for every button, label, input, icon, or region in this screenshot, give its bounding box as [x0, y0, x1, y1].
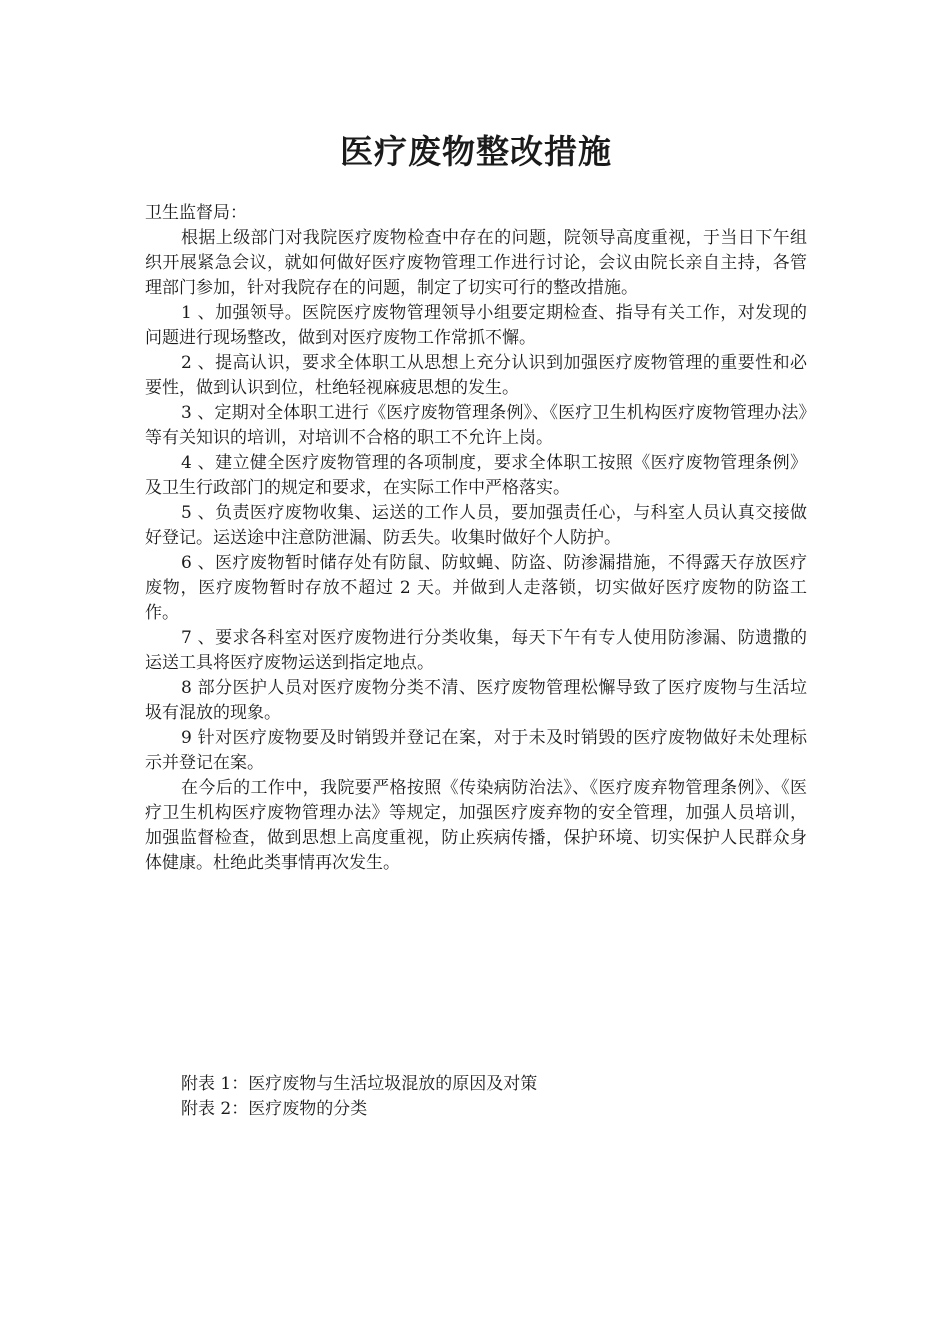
measure-5-paragraph: 5 、负责医疗废物收集、运送的工作人员，要加强责任心，与科室人员认真交接做好登记。运送途中注意防泄漏、防丢失。收集时做好个人防护。: [145, 503, 807, 548]
measure-4-paragraph: 4 、建立健全医疗废物管理的各项制度，要求全体职工按照《医疗废物管理条例》及卫生行政部门的规定和要求，在实际工作中严格落实。: [145, 453, 807, 498]
measure-2-paragraph: 2 、提高认识，要求全体职工从思想上充分认识到加强医疗废物管理的重要性和必要性，做到认识到位，杜绝轻视麻疲思想的发生。: [145, 353, 807, 398]
document-body: [145, 201, 807, 876]
measure-8-paragraph: 8 部分医护人员对医疗废物分类不清、医疗废物管理松懈导致了医疗废物与生活垃圾有混放的现象。: [145, 678, 807, 723]
measure-6-paragraph: 6 、医疗废物暂时储存处有防鼠、防蚊蝇、防盗、防渗漏措施，不得露天存放医疗废物，医疗废物暂时存放不超过 2 天。并做到人走落锁，切实做好医疗废物的防盗工作。: [145, 553, 807, 623]
intro-paragraph: 根据上级部门对我院医疗废物检查中存在的问题，院领导高度重视，于当日下午组织开展紧急会议，就如何做好医疗废物管理工作进行讨论，会议由院长亲自主持，各管理部门参加，针对我院存在的问题，制定了切实可行的整改措施。: [145, 228, 807, 298]
measure-1-paragraph: 1 、加强领导。医院医疗废物管理领导小组要定期检查、指导有关工作，对发现的问题进行现场整改，做到对医疗废物工作常抓不懈。: [145, 303, 807, 348]
attachment-item: 附表 2：医疗废物的分类: [181, 1099, 368, 1119]
document-title: 医疗废物整改措施: [340, 132, 612, 171]
closing-paragraph: 在今后的工作中，我院要严格按照《传染病防治法》、《医疗废弃物管理条例》、《医疗卫生机构医疗废物管理办法》等规定，加强医疗废弃物的安全管理，加强人员培训，加强监督检查，做到思想上高度重视，防止疾病传播，保护环境、切实保护人民群众身体健康。杜绝此类事情再次发生。: [145, 778, 807, 873]
attachment-item: 附表 1：医疗废物与生活垃圾混放的原因及对策: [181, 1074, 538, 1094]
measure-9-paragraph: 9 针对医疗废物要及时销毁并登记在案，对于未及时销毁的医疗废物做好未处理标示并登记在案。: [145, 728, 807, 773]
measure-3-paragraph: 3 、定期对全体职工进行《医疗废物管理条例》、《医疗卫生机构医疗废物管理办法》等有关知识的培训，对培训不合格的职工不允许上岗。: [145, 403, 807, 448]
addressee: 卫生监督局：: [145, 203, 247, 223]
attachment-list: [181, 1072, 801, 1122]
measure-7-paragraph: 7 、要求各科室对医疗废物进行分类收集，每天下午有专人使用防渗漏、防遗撒的运送工具将医疗废物运送到指定地点。: [145, 628, 807, 673]
